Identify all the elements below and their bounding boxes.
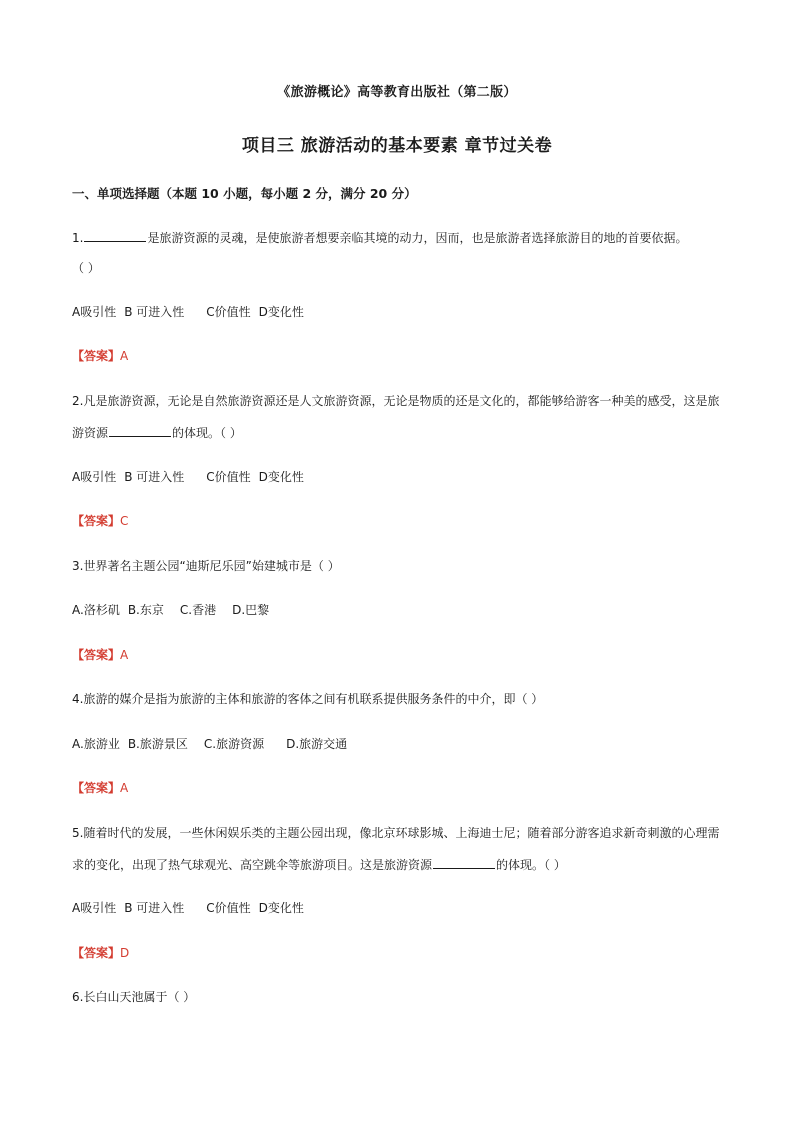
fill-blank [109,424,171,437]
answer-label: 【答案】 [72,648,121,662]
option-c: C.旅游资源 [203,737,265,751]
question-2-text: 2.凡是旅游资源，无论是自然旅游资源还是人文旅游资源，无论是物质的还是文化的，都能够给游客一种美的感受，这是旅 [72,394,720,408]
question-2-answer [72,513,724,529]
question-1-answer [72,348,724,364]
option-d: D变化性 [258,901,304,915]
fill-blank [433,856,495,869]
question-1-paren: （ ） [72,261,100,275]
option-c: C.香港 [179,603,217,617]
question-number: 6. [72,990,84,1004]
question-number: 4. [72,692,84,706]
option-b: B 可进入性 [124,901,185,915]
fill-blank [84,229,146,242]
question-3-answer [72,647,724,663]
answer-label: 【答案】 [72,349,121,363]
answer-label: 【答案】 [72,781,121,795]
question-number: 2. [72,394,84,408]
answer-value: D [120,946,130,960]
question-2-text-cont: 游资源 的体现。（ ） [72,426,242,440]
answer-value: A [120,349,129,363]
option-d: D变化性 [258,305,304,319]
question-number: 5. [72,826,84,840]
question-4-options [72,736,724,752]
option-a: A吸引性 [72,901,117,915]
question-number: 1. [72,231,84,245]
option-d: D变化性 [258,470,304,484]
book-header: 《旅游概论》高等教育出版社（第二版） [277,85,517,100]
option-a: A.洛杉矶 [72,603,120,617]
question-2-options [72,469,724,485]
option-b: B.东京 [127,603,164,617]
option-d: D.巴黎 [232,603,270,617]
chapter-title: 项目三 旅游活动的基本要素 章节过关卷 [241,136,553,156]
option-a: A.旅游业 [72,737,120,751]
answer-label: 【答案】 [72,946,121,960]
option-a: A吸引性 [72,305,117,319]
option-b: B 可进入性 [124,470,185,484]
question-5-options [72,900,724,916]
option-b: B.旅游景区 [127,737,188,751]
option-d: D.旅游交通 [286,737,348,751]
option-c: C价值性 [206,470,251,484]
option-c: C价值性 [206,901,251,915]
answer-label: 【答案】 [72,514,121,528]
answer-value: C [120,514,129,528]
question-1-options [72,304,724,320]
answer-value: A [120,648,129,662]
option-c: C价值性 [206,305,251,319]
question-5-text-cont: 求的变化，出现了热气球观光、高空跳伞等旅游项目。这是旅游资源 的体现。（ ） [72,858,566,872]
question-6-text: 6.长白山天池属于（ ） [72,990,196,1004]
question-number: 3. [72,559,84,573]
question-5-text: 5.随着时代的发展，一些休闲娱乐类的主题公园出现，像北京环球影城、上海迪士尼；随着部分游客追求新奇刺激的心理需 [72,826,720,840]
option-a: A吸引性 [72,470,117,484]
question-3-options [72,602,724,618]
section-heading: 一、单项选择题（本题 10 小题，每小题 2 分，满分 20 分） [72,186,417,201]
question-3-text: 3.世界著名主题公园“迪斯尼乐园”始建城市是（ ） [72,559,340,573]
question-4-answer [72,780,724,796]
question-4-text: 4.旅游的媒介是指为旅游的主体和旅游的客体之间有机联系提供服务条件的中介，即（ ） [72,692,544,706]
question-5-answer [72,945,724,961]
question-1-text: 1. 是旅游资源的灵魂，是使旅游者想要亲临其境的动力，因而，也是旅游者选择旅游目的地的首要依据。 [72,231,688,245]
answer-value: A [120,781,129,795]
option-b: B 可进入性 [124,305,185,319]
